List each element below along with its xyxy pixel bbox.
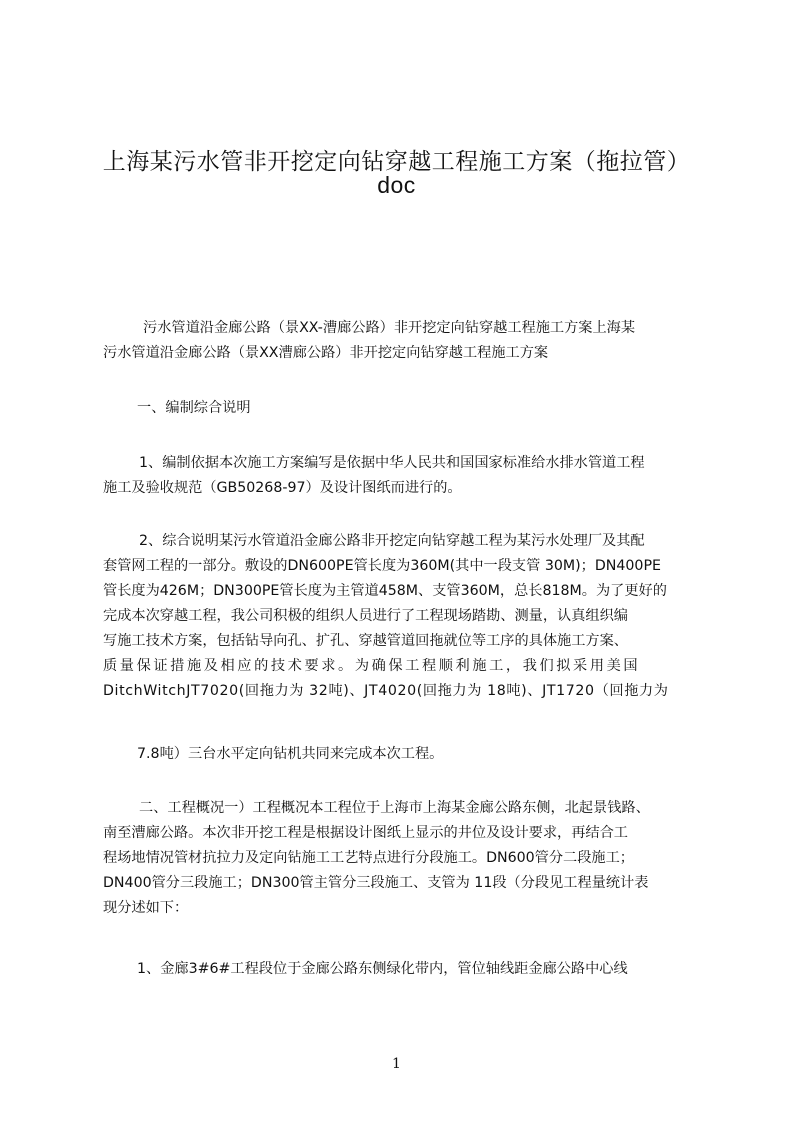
- document-title-extension: doc: [377, 172, 416, 198]
- item-2-line-4: 完成本次穿越工程，我公司积极的组织人员进行了工程现场踏勘、测量，认真组织编: [103, 608, 628, 624]
- section-2-line-5: 现分述如下：: [103, 900, 189, 916]
- item-2-line-3: 管长度为426M；DN300PE管长度为主管道458M、支管360M，总长818M。为了更好的: [103, 583, 667, 599]
- section-2-line-4: DN400管分三段施工；DN300管主管分三段施工、支管为 11段（分段见工程量统计表: [103, 875, 649, 891]
- item-2-paragraph: [103, 529, 723, 704]
- page-number: 1: [392, 1056, 401, 1072]
- section-1-heading: 一、编制综合说明: [137, 400, 251, 416]
- item-2-line-1: 2、综合说明某污水管道沿金廊公路非开挖定向钻穿越工程为某污水处理厂及其配: [139, 533, 645, 549]
- section-2-line-1: 二、工程概况一）工程概况本工程位于上海市上海某金廊公路东侧，北起景钱路、: [139, 800, 650, 816]
- document-title: 上海某污水管非开挖定向钻穿越工程施工方案（拖拉管）: [102, 149, 691, 175]
- item-2-line-2: 套管网工程的一部分。敷设的DN600PE管长度为360M(其中一段支管 30M)；DN400PE: [103, 558, 661, 574]
- item-2-line-7: DitchWitchJT7020(回拖力为 32吨)、JT4020(回拖力为 18吨)、JT1720（回拖力为: [103, 683, 669, 699]
- intro-line-2: 污水管道沿金廊公路（景XX漕廊公路）非开挖定向钻穿越工程施工方案: [103, 345, 549, 361]
- item-3-line: 1、金廊3#6#工程段位于金廊公路东侧绿化带内，管位轴线距金廊公路中心线: [137, 961, 628, 977]
- item-2-closing-line: 7.8吨）三台水平定向钻机共同来完成本次工程。: [137, 746, 444, 762]
- item-1-line-2: 施工及验收规范（GB50268-97）及设计图纸而进行的。: [103, 480, 462, 496]
- intro-line-1: 污水管道沿金廊公路（景XX-漕廊公路）非开挖定向钻穿越工程施工方案上海某: [143, 320, 636, 336]
- item-2-line-6: 质量保证措施及相应的技术要求。为确保工程顺利施工，我们拟采用美国: [103, 658, 641, 674]
- intro-paragraph: [103, 316, 723, 366]
- section-2-paragraph: [103, 796, 723, 921]
- item-2-line-5: 写施工技术方案，包括钻导向孔、扩孔、穿越管道回拖就位等工序的具体施工方案、: [103, 633, 628, 649]
- item-1-line-1: 1、编制依据本次施工方案编写是依据中华人民共和国国家标准给水排水管道工程: [139, 455, 645, 471]
- section-2-line-3: 程场地情况管材抗拉力及定向钻施工工艺特点进行分段施工。DN600管分二段施工；: [103, 850, 634, 866]
- item-1-paragraph: [103, 451, 723, 501]
- section-2-line-2: 南至漕廊公路。本次非开挖工程是根据设计图纸上显示的井位及设计要求，再结合工: [103, 825, 628, 841]
